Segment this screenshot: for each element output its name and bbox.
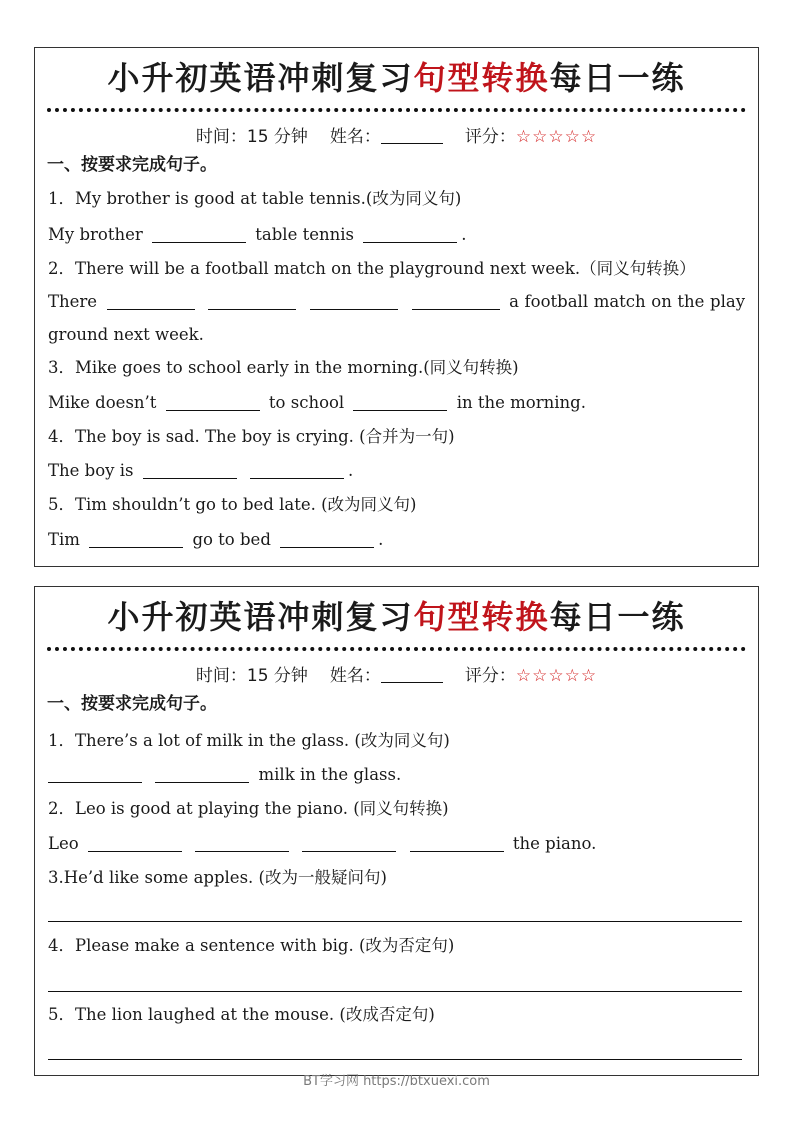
star-rating: ☆☆☆☆☆ [515, 666, 598, 686]
name-blank[interactable] [381, 125, 443, 144]
answer-blank[interactable] [143, 460, 237, 479]
answer-blank[interactable] [280, 529, 374, 548]
answer-text: to school [268, 393, 345, 412]
meta-row [35, 124, 758, 150]
question-1: 1．My brother is good at table tennis.(改为同义句) [48, 189, 462, 208]
answer-blank[interactable] [363, 224, 457, 243]
worksheet-1 [34, 47, 759, 567]
question-2: 2．There will be a football match on the playground next week.（同义句转换） [48, 259, 696, 278]
answer-line-3[interactable] [48, 921, 742, 922]
answer-blank[interactable] [166, 392, 260, 411]
meta-row [35, 663, 758, 689]
answer-blank[interactable] [353, 392, 447, 411]
time-label: 时间：15 分钟 [195, 666, 308, 686]
answer-text: a football match on the play [509, 292, 746, 311]
score-label: 评分： [464, 666, 516, 686]
title-part: 每日一练 [549, 59, 686, 97]
question-5: 5．The lion laughed at the mouse. (改成否定句) [48, 1005, 435, 1024]
section-heading: 一、按要求完成句子。 [47, 155, 217, 175]
answer-blank[interactable] [412, 291, 500, 310]
answer-text: the piano. [512, 834, 597, 853]
answer-1 [48, 762, 401, 788]
question-4: 4．The boy is sad. The boy is crying. (合并为一句) [48, 427, 455, 446]
worksheet-title [35, 56, 758, 100]
answer-text: Tim [48, 530, 80, 549]
answer-text: go to bed [192, 530, 271, 549]
title-highlight: 句型转换 [413, 59, 550, 97]
answer-text: There [48, 292, 98, 311]
score-label: 评分： [464, 127, 516, 147]
question-2: 2．Leo is good at playing the piano. (同义句转换) [48, 799, 449, 818]
title-part: 小升初英语冲刺复习 [107, 598, 414, 636]
answer-blank[interactable] [48, 764, 142, 783]
name-label: 姓名： [329, 127, 381, 147]
time-label: 时间：15 分钟 [195, 127, 308, 147]
title-part: 小升初英语冲刺复习 [107, 59, 414, 97]
star-rating: ☆☆☆☆☆ [515, 127, 598, 147]
question-5: 5．Tim shouldn’t go to bed late. (改为同义句) [48, 495, 417, 514]
answer-1 [48, 222, 466, 248]
worksheet-title [35, 595, 758, 639]
answer-5 [48, 527, 383, 553]
worksheet-2 [34, 586, 759, 1076]
answer-line-4[interactable] [48, 991, 742, 992]
answer-text: . [461, 225, 467, 244]
name-label: 姓名： [329, 666, 381, 686]
answer-blank[interactable] [310, 291, 398, 310]
answer-text: The boy is [48, 461, 134, 480]
name-blank[interactable] [381, 664, 443, 683]
answer-text: . [347, 461, 354, 480]
answer-blank[interactable] [195, 833, 289, 852]
answer-2-continued: ground next week. [48, 325, 204, 344]
question-3: 3.He’d like some apples. (改为一般疑问句) [48, 868, 387, 887]
answer-2 [48, 289, 745, 315]
answer-line-5[interactable] [48, 1059, 742, 1060]
dotted-divider [47, 647, 746, 651]
footer-watermark: BT学习网 https://btxuexi.com [303, 1074, 490, 1089]
answer-text: My brother [48, 225, 143, 244]
answer-text: Leo [48, 834, 79, 853]
answer-text: Mike doesn’t [48, 393, 157, 412]
answer-text: table tennis [255, 225, 354, 244]
question-3: 3．Mike goes to school early in the morning.(同义句转换) [48, 358, 519, 377]
answer-text: . [378, 530, 384, 549]
answer-text: in the morning. [456, 393, 586, 412]
question-4: 4．Please make a sentence with big. (改为否定句) [48, 936, 455, 955]
title-part: 每日一练 [549, 598, 686, 636]
answer-blank[interactable] [250, 460, 344, 479]
question-1: 1．There’s a lot of milk in the glass. (改为同义句) [48, 731, 450, 750]
answer-3 [48, 390, 586, 416]
answer-4 [48, 458, 353, 484]
answer-2 [48, 831, 596, 857]
answer-blank[interactable] [88, 833, 182, 852]
answer-blank[interactable] [302, 833, 396, 852]
answer-blank[interactable] [152, 224, 246, 243]
answer-blank[interactable] [410, 833, 504, 852]
dotted-divider [47, 108, 746, 112]
answer-text: milk in the glass. [258, 765, 402, 784]
section-heading: 一、按要求完成句子。 [47, 694, 217, 714]
title-highlight: 句型转换 [413, 598, 550, 636]
answer-blank[interactable] [89, 529, 183, 548]
answer-blank[interactable] [107, 291, 195, 310]
answer-blank[interactable] [155, 764, 249, 783]
answer-blank[interactable] [208, 291, 296, 310]
